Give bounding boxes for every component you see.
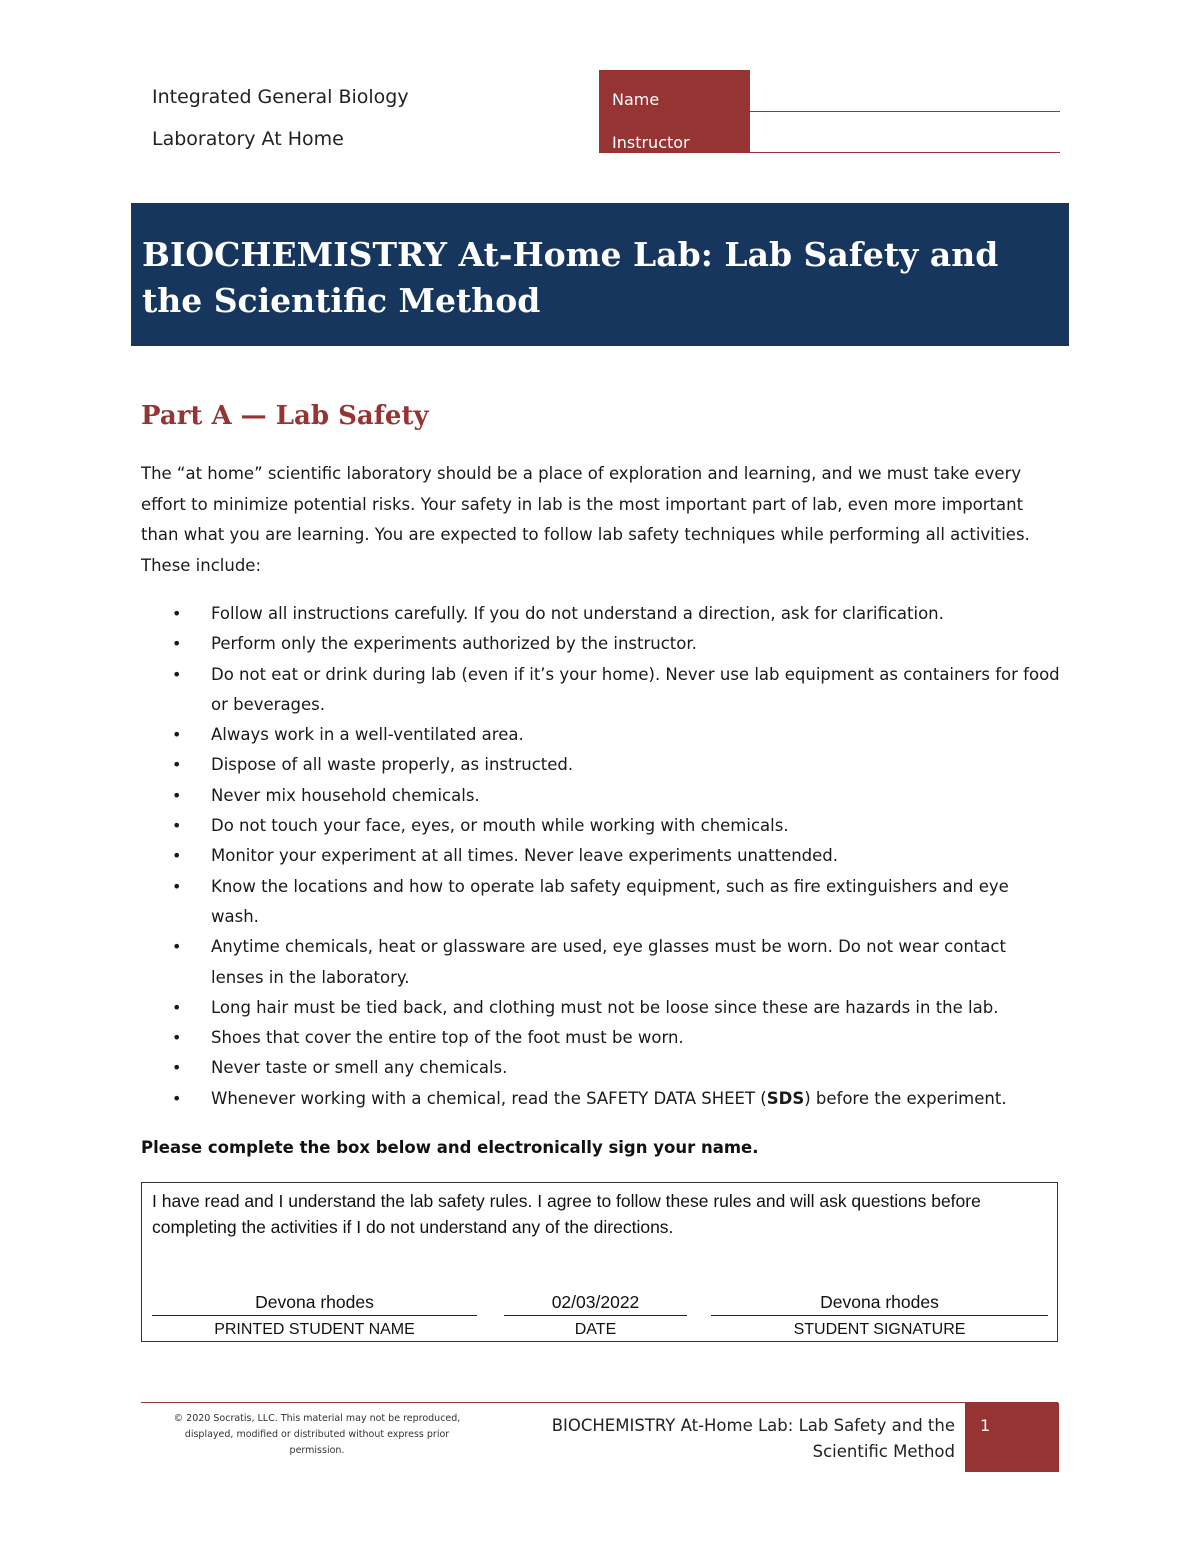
date-caption: DATE <box>574 1321 617 1338</box>
instructor-label: Instructor <box>612 133 690 152</box>
sds-abbreviation: SDS <box>766 1088 805 1108</box>
list-item: • Whenever working with a chemical, read the SAFETY DATA SHEET (SDS) before the experiment. <box>141 1084 1061 1114</box>
safety-rules-list <box>141 599 1061 1114</box>
list-item: • Anytime chemicals, heat or glassware are used, eye glasses must be worn. Do not wear contact lenses in the laboratory. <box>141 932 1061 993</box>
list-item: • Perform only the experiments authorized by the instructor. <box>141 629 1061 659</box>
page-number: 1 <box>980 1416 991 1435</box>
list-item: • Long hair must be tied back, and clothing must not be loose since these are hazards in the lab. <box>141 993 1061 1023</box>
bullet-icon: • <box>172 785 182 805</box>
instructor-field[interactable] <box>750 152 1060 153</box>
bullet-icon: • <box>172 634 182 654</box>
course-title: Integrated General Biology <box>152 86 409 108</box>
course-subtitle: Laboratory At Home <box>152 128 344 150</box>
list-item: • Do not eat or drink during lab (even if it’s your home). Never use lab equipment as containers for food or beverages. <box>141 660 1061 721</box>
date-line <box>504 1315 687 1316</box>
bullet-icon: • <box>172 937 182 957</box>
list-item: • Shoes that cover the entire top of the foot must be worn. <box>141 1023 1061 1053</box>
printed-name-line <box>152 1315 477 1316</box>
name-field[interactable] <box>750 111 1060 112</box>
sign-prompt: Please complete the box below and electronically sign your name. <box>141 1138 759 1157</box>
bullet-icon: • <box>172 846 182 866</box>
signature-input[interactable]: Devona rhodes <box>820 1292 939 1312</box>
page-number-box <box>965 1403 1059 1472</box>
document-title: BIOCHEMISTRY At-Home Lab: Lab Safety and the Scientific Method <box>142 235 999 320</box>
printed-name-caption: PRINTED STUDENT NAME <box>214 1321 415 1338</box>
name-label: Name <box>612 90 660 109</box>
bullet-icon: • <box>172 604 182 623</box>
copyright-notice: © 2020 Socratis, LLC. This material may not be reproduced, displayed, modified or distributed without express prior permission. <box>173 1413 461 1456</box>
bullet-icon: • <box>172 725 182 745</box>
bullet-icon: • <box>172 1088 182 1108</box>
bullet-icon: • <box>172 755 182 775</box>
list-item: • Dispose of all waste properly, as instructed. <box>141 750 1061 780</box>
acknowledgement-statement: I have read and I understand the lab safety rules. I agree to follow these rules and will ask questions before completing the activities if I do not understand any of the directions. <box>152 1191 981 1237</box>
bullet-icon: • <box>172 997 182 1017</box>
list-item: • Follow all instructions carefully. If you do not understand a direction, ask for clarification. <box>141 599 1061 629</box>
list-item: • Never taste or smell any chemicals. <box>141 1053 1061 1083</box>
date-input[interactable]: 02/03/2022 <box>551 1292 640 1312</box>
list-item: • Always work in a well-ventilated area. <box>141 720 1061 750</box>
footer-divider <box>141 1402 1058 1403</box>
bullet-icon: • <box>172 664 182 684</box>
printed-name-input[interactable]: Devona rhodes <box>255 1292 374 1312</box>
list-item: • Never mix household chemicals. <box>141 781 1061 811</box>
bullet-icon: • <box>172 1058 182 1078</box>
bullet-icon: • <box>172 876 182 896</box>
signature-caption: STUDENT SIGNATURE <box>793 1321 966 1338</box>
list-item: • Monitor your experiment at all times. Never leave experiments unattended. <box>141 841 1061 871</box>
bullet-icon: • <box>172 1028 182 1048</box>
list-item: • Know the locations and how to operate lab safety equipment, such as fire extinguishers and eye wash. <box>141 872 1061 933</box>
signature-line <box>711 1315 1048 1316</box>
list-item: • Do not touch your face, eyes, or mouth while working with chemicals. <box>141 811 1061 841</box>
bullet-icon: • <box>172 816 182 836</box>
intro-paragraph: The “at home” scientific laboratory should be a place of exploration and learning, and we must take every effort to minimize potential risks. Your safety in lab is the most important part of lab, even more important than what you are learning. You are expected to follow lab safety techniques while performing all activities. These include: <box>141 464 1030 575</box>
footer-title: BIOCHEMISTRY At-Home Lab: Lab Safety and the Scientific Method <box>551 1416 955 1461</box>
section-heading: Part A — Lab Safety <box>141 401 429 431</box>
